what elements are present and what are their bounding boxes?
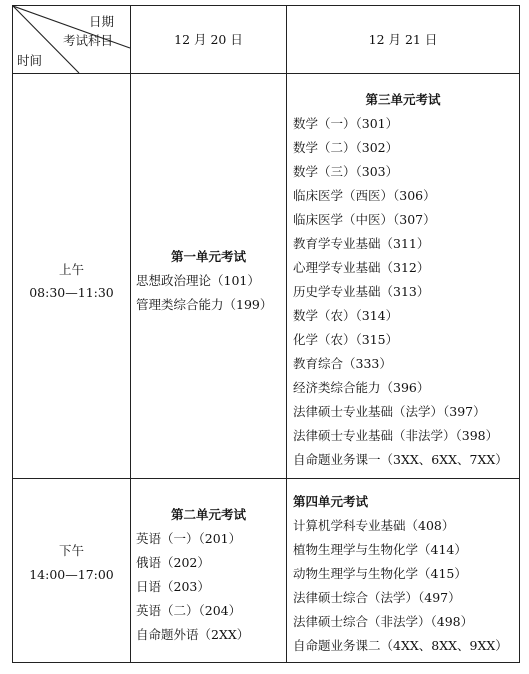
exam-schedule-table [12,5,520,663]
corner-date-label: 日期 [89,14,115,29]
subject-item: 法律硕士综合（非法学）（498） [293,614,474,629]
subject-item: 历史学专业基础（313） [293,284,430,299]
column-divider [130,6,131,662]
subject-item: 教育综合（333） [293,356,392,371]
subject-item: 计算机学科专业基础（408） [293,518,455,533]
subject-item: 动物生理学与生物化学（415） [293,566,467,581]
subject-item: 自命题业务课二（4XX、8XX、9XX） [293,638,508,653]
corner-time-label: 时间 [17,53,43,68]
subject-item: 思想政治理论（101） [136,273,260,288]
subject-item: 英语（二）（204） [136,603,242,618]
subject-item: 临床医学（西医）（306） [293,188,436,203]
subject-item: 法律硕士专业基础（法学）（397） [293,404,486,419]
subject-item: 英语（一）（201） [136,531,242,546]
subject-item: 化学（农）（315） [293,332,399,347]
subject-item: 自命题业务课一（3XX、6XX、7XX） [293,452,508,467]
row-divider [13,478,519,479]
column-header-dec20: 12 月 20 日 [174,32,243,47]
subject-item: 心理学专业基础（312） [293,260,430,275]
morning-label: 上午 [58,262,84,277]
subject-item: 教育学专业基础（311） [293,236,430,251]
morning-time: 08:30—11:30 [29,285,114,300]
subject-item: 管理类综合能力（199） [136,297,273,312]
unit-1-title: 第一单元考试 [170,249,246,264]
unit-4-title: 第四单元考试 [293,494,369,509]
subject-item: 植物生理学与生物化学（414） [293,542,467,557]
column-header-dec21: 12 月 21 日 [368,32,438,47]
afternoon-label: 下午 [58,543,84,558]
subject-item: 法律硕士专业基础（非法学）（398） [293,428,499,443]
unit-2-title: 第二单元考试 [170,507,246,522]
subject-item: 俄语（202） [136,555,210,570]
subject-item: 临床医学（中医）（307） [293,212,436,227]
subject-item: 数学（农）（314） [293,308,399,323]
subject-item: 数学（三）（303） [293,164,399,179]
subject-item: 法律硕士综合（法学）（497） [293,590,461,605]
afternoon-time: 14:00—17:00 [29,567,114,582]
subject-item: 日语（203） [136,579,210,594]
subject-item: 经济类综合能力（396） [293,380,430,395]
subject-item: 数学（一）（301） [293,116,399,131]
unit-3-title: 第三单元考试 [365,92,441,107]
subject-item: 数学（二）（302） [293,140,399,155]
subject-item: 自命题外语（2XX） [136,627,250,642]
corner-subject-label: 考试科目 [63,33,114,48]
